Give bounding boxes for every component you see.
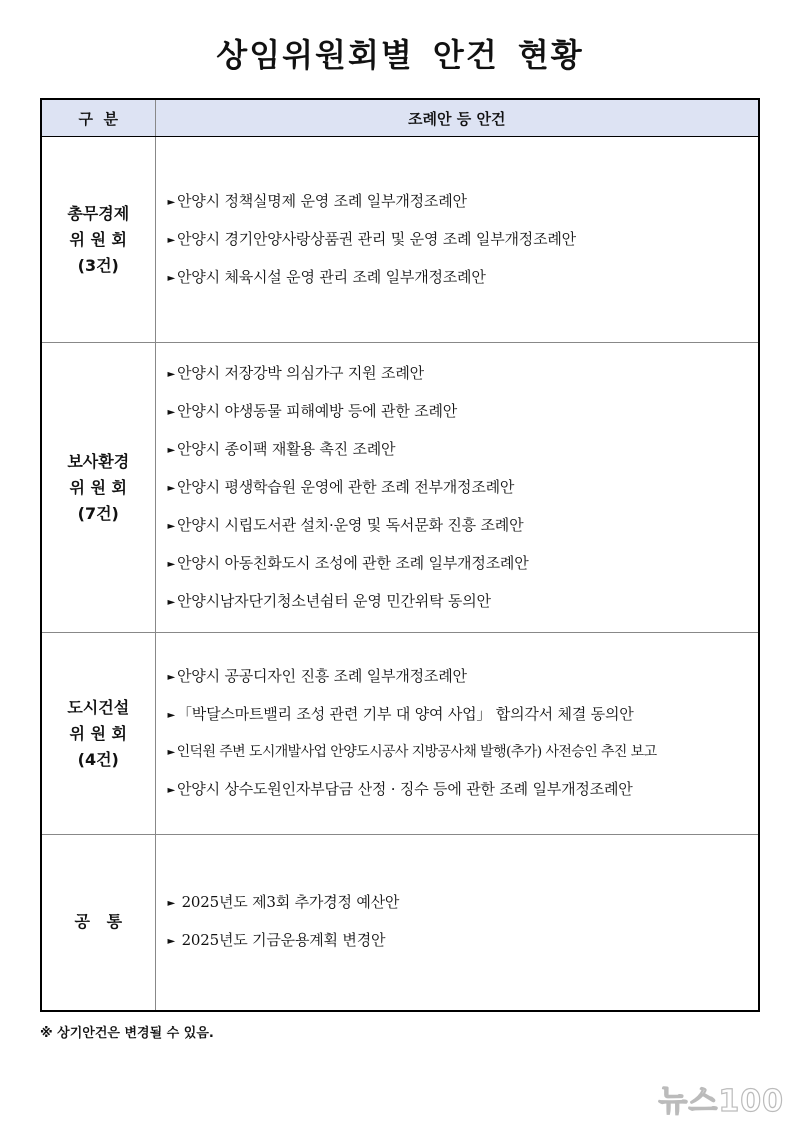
agenda-list xyxy=(155,835,759,1011)
committee-name: 도시건설 xyxy=(67,697,130,717)
table-row xyxy=(41,343,759,633)
agenda-item: ► 안양시 상수도원인자부담금 산정 · 징수 등에 관한 조례 일부개정조례안 xyxy=(167,780,633,798)
committee-category xyxy=(41,633,155,835)
agenda-item: ► 안양시 체육시설 운영 관리 조례 일부개정조례안 xyxy=(167,267,486,286)
agenda-item: ► 안양시 종이팩 재활용 촉진 조례안 xyxy=(167,439,396,458)
committee-category xyxy=(41,137,155,343)
triangle-bullet-icon: ► xyxy=(167,672,175,683)
committee-category xyxy=(41,343,155,633)
triangle-bullet-icon: ► xyxy=(167,406,175,418)
committee-suffix: 위 원 회 xyxy=(69,723,127,743)
agenda-item: ► 안양시남자단기청소년쉼터 운영 민간위탁 동의안 xyxy=(167,591,491,610)
committee-count: (3건) xyxy=(77,255,119,275)
committee-name: 총무경제 xyxy=(67,203,130,223)
triangle-bullet-icon: ► xyxy=(167,747,175,758)
watermark-logo: 뉴스100 xyxy=(658,1084,784,1119)
committee-count: (4건) xyxy=(77,749,119,769)
agenda-item: ► 안양시 저장강박 의심가구 지원 조례안 xyxy=(167,363,424,382)
triangle-bullet-icon: ► xyxy=(167,558,175,570)
triangle-bullet-icon: ► xyxy=(167,596,175,608)
committee-category xyxy=(41,835,155,1011)
agenda-item: ► 안양시 경기안양사랑상품권 관리 및 운영 조례 일부개정조례안 xyxy=(167,229,576,248)
triangle-bullet-icon: ► xyxy=(167,936,175,948)
agenda-table xyxy=(40,98,760,1012)
committee-suffix: 위 원 회 xyxy=(69,229,127,249)
table-row xyxy=(41,835,759,1011)
agenda-item: ► 안양시 시립도서관 설치·운영 및 독서문화 진흥 조례안 xyxy=(167,515,524,534)
triangle-bullet-icon: ► xyxy=(167,272,175,284)
triangle-bullet-icon: ► xyxy=(167,898,175,910)
agenda-item: ► 2025년도 제3회 추가경정 예산안 xyxy=(167,893,400,912)
footnote: ※ 상기안건은 변경될 수 있음. xyxy=(40,1026,214,1041)
table-row xyxy=(41,633,759,835)
table-row xyxy=(41,137,759,343)
triangle-bullet-icon: ► xyxy=(167,368,175,380)
agenda-list xyxy=(155,633,759,835)
agenda-list xyxy=(155,343,759,633)
agenda-item: ► 「박달스마트밸리 조성 관련 기부 대 양여 사업」 합의각서 체결 동의안 xyxy=(167,705,634,723)
agenda-item: ► 2025년도 기금운용계획 변경안 xyxy=(167,931,386,950)
triangle-bullet-icon: ► xyxy=(167,710,175,721)
committee-suffix: 위 원 회 xyxy=(69,477,127,497)
triangle-bullet-icon: ► xyxy=(167,520,175,532)
agenda-item: ► 안양시 정책실명제 운영 조례 일부개정조례안 xyxy=(167,191,467,210)
agenda-item: ► 안양시 야생동물 피해예방 등에 관한 조례안 xyxy=(167,401,458,420)
committee-name: 보사환경 xyxy=(67,451,130,471)
table-header-row xyxy=(41,99,759,137)
triangle-bullet-icon: ► xyxy=(167,234,175,246)
page-title: 상임위원회별 안건 현황 xyxy=(216,36,584,74)
agenda-item: ► 안양시 공공디자인 진흥 조례 일부개정조례안 xyxy=(167,667,467,685)
header-category: 구 분 xyxy=(41,99,155,137)
agenda-item: ► 인덕원 주변 도시개발사업 안양도시공사 지방공사채 발행(추가) 사전승인 추진 보고 xyxy=(167,744,657,760)
committee-name: 공 통 xyxy=(74,912,123,932)
triangle-bullet-icon: ► xyxy=(167,785,175,796)
committee-count: (7건) xyxy=(77,503,119,523)
agenda-item: ► 안양시 아동친화도시 조성에 관한 조례 일부개정조례안 xyxy=(167,553,529,572)
triangle-bullet-icon: ► xyxy=(167,444,175,456)
triangle-bullet-icon: ► xyxy=(167,196,175,208)
header-agenda: 조례안 등 안건 xyxy=(155,99,759,137)
agenda-list xyxy=(155,137,759,343)
agenda-item: ► 안양시 평생학습원 운영에 관한 조례 전부개정조례안 xyxy=(167,477,515,496)
triangle-bullet-icon: ► xyxy=(167,482,175,494)
